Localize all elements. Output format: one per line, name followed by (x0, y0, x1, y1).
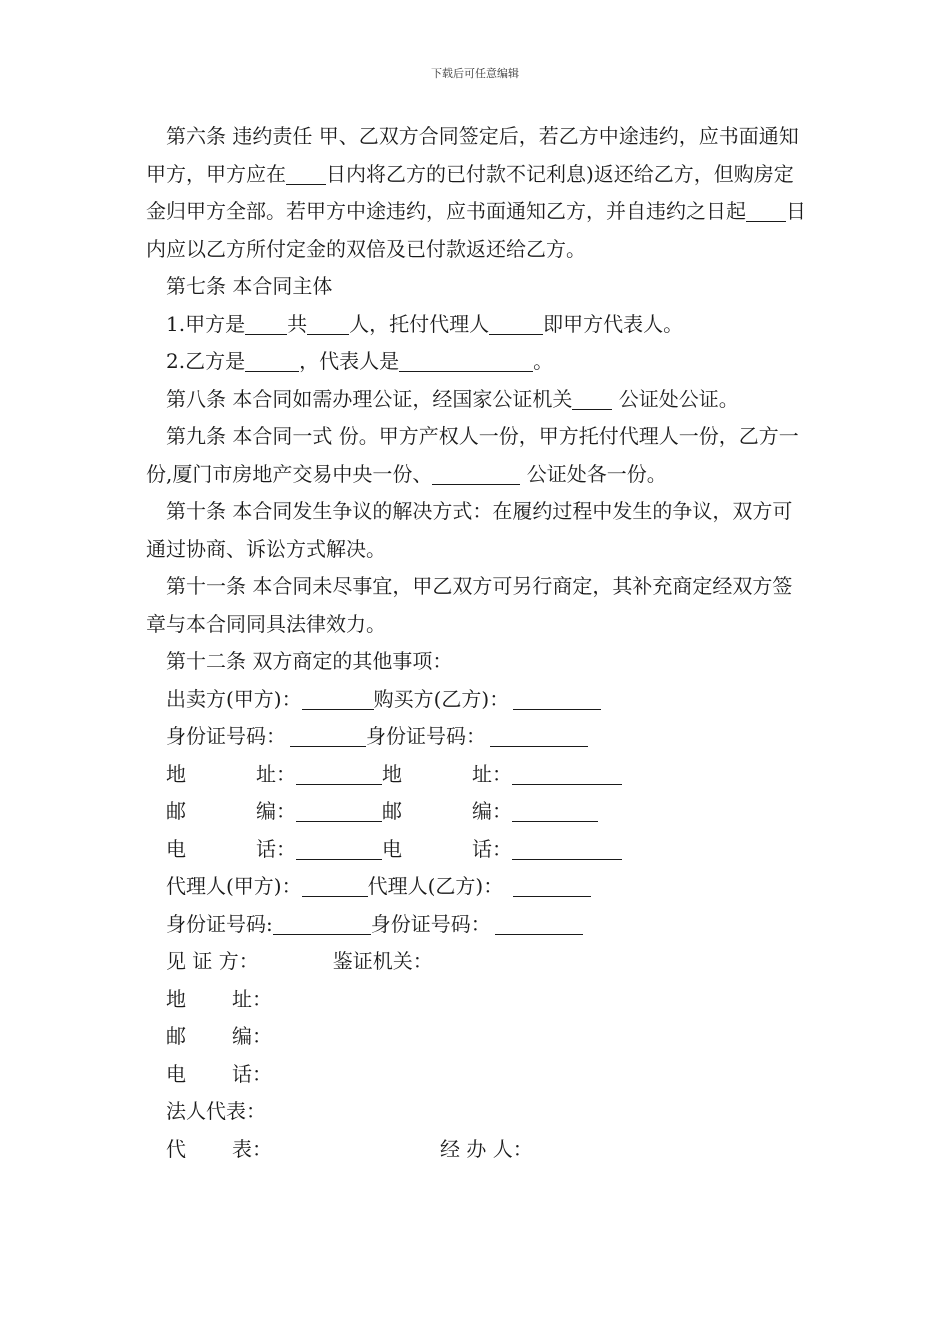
label: ，代表人是 (299, 349, 400, 373)
label: 话： (256, 836, 296, 861)
label: 公证处各一份。 (520, 461, 667, 486)
id-label: 身份证号码： (366, 724, 486, 748)
label: 公证处公证。 (612, 386, 739, 411)
blank-field[interactable] (307, 313, 349, 335)
witness-label: 见 证 方： (166, 949, 259, 973)
label: 第八条 本合同如需办理公证，经国家公证机关 (166, 386, 573, 411)
blank-field[interactable] (513, 688, 601, 710)
blank-field[interactable] (490, 725, 588, 747)
label: 代 (166, 1136, 186, 1161)
sign-row-party (146, 681, 810, 719)
authority-label: 鉴证机关： (332, 949, 433, 973)
blank-field[interactable] (489, 313, 543, 335)
label: 电 (166, 836, 186, 861)
article-10: 第十条 本合同发生争议的解决方式：在履约过程中发生的争议，双方可通过协商、诉讼方式解决。 (146, 499, 793, 561)
label: 电 (382, 836, 402, 861)
label: 址： (256, 761, 296, 786)
label: 人，托付代理人 (349, 311, 490, 336)
blank-field[interactable] (495, 913, 583, 935)
sign-row-id-2 (146, 906, 810, 944)
label: 共 (287, 311, 308, 336)
label: 电 (166, 1061, 186, 1086)
article-6-text-2: 日内将乙方的已付款不记利息)返还给乙方，但购房定金归甲方全部。若甲方中途违约，应书面通知乙方，并自违约之日起 (146, 161, 794, 223)
label: 表： (232, 1136, 272, 1161)
blank-field[interactable] (572, 388, 612, 410)
article-8 (146, 381, 810, 419)
label: 即甲方代表人。 (543, 311, 684, 336)
blank-field[interactable] (512, 838, 622, 860)
label: 邮 (382, 799, 402, 823)
label: 邮 (166, 1024, 186, 1048)
witness-zip (146, 1018, 810, 1056)
page-header: 下载后可任意编辑 (431, 67, 519, 80)
contract-body (146, 118, 810, 1168)
id-label: 身份证号码： (166, 724, 286, 748)
agent-label: 代理人(乙方)： (367, 874, 504, 898)
article-7-title: 第七条 本合同主体 (166, 274, 333, 298)
label: 话： (472, 836, 512, 861)
article-9 (146, 418, 810, 493)
sign-row-zip (146, 793, 810, 831)
article-11: 第十一条 本合同未尽事宜，甲乙双方可另行商定，其补充商定经双方签章与本合同同具法律效力。 (146, 574, 793, 636)
label: 邮 (166, 799, 186, 823)
witness-phone (146, 1056, 810, 1094)
sign-row-phone (146, 831, 810, 869)
label: 2.乙方是 (166, 349, 246, 373)
label: 址： (232, 986, 272, 1011)
blank-field[interactable] (302, 875, 368, 897)
seller-label: 出卖方(甲方)： (166, 686, 302, 711)
blank-field[interactable] (399, 350, 533, 372)
blank-field[interactable] (512, 763, 622, 785)
blank-field[interactable] (245, 350, 299, 372)
blank-field[interactable] (302, 688, 374, 710)
label: 编： (232, 1024, 272, 1048)
blank-field[interactable] (512, 800, 598, 822)
buyer-label: 购买方(乙方)： (373, 686, 510, 711)
article-6 (146, 118, 810, 268)
witness-legal-rep: 法人代表： (166, 1099, 266, 1123)
blank-field[interactable] (296, 763, 382, 785)
sign-row-agent (146, 868, 810, 906)
label: 第九条 本合同一式 份。甲方产权人一份，甲方托付代理人一份，乙方一份,厦门市房地产交易中央一份、 (146, 424, 799, 486)
witness-address (146, 981, 810, 1019)
label: 。 (533, 349, 554, 373)
label: 地 (382, 761, 402, 786)
sign-row-id (146, 718, 810, 756)
blank-field[interactable] (513, 875, 591, 897)
label: 编： (472, 799, 512, 823)
article-7-line-1 (146, 306, 810, 344)
label: 1.甲方是 (166, 311, 246, 336)
article-7-line-2 (146, 343, 810, 381)
witness-row (146, 943, 810, 981)
id-label: 身份证号码: (166, 911, 273, 936)
label: 编： (256, 799, 296, 823)
blank-field[interactable] (746, 200, 786, 222)
blank-field[interactable] (432, 463, 520, 485)
label: 址： (472, 761, 512, 786)
blank-field[interactable] (273, 913, 371, 935)
handler-label: 经 办 人： (440, 1136, 533, 1161)
agent-label: 代理人(甲方)： (166, 874, 302, 898)
label: 地 (166, 761, 186, 786)
blank-field[interactable] (296, 800, 382, 822)
blank-field[interactable] (245, 313, 287, 335)
blank-field[interactable] (286, 163, 326, 185)
article-6-text-3: 日内应以乙方所付定金的双倍及已付款返还给乙方。 (146, 199, 806, 261)
article-6-text-1: 第六条 违约责任 甲、乙双方合同签定后，若乙方中途违约，应书面通知甲方，甲方应在 (146, 124, 799, 186)
blank-field[interactable] (296, 838, 382, 860)
label: 地 (166, 986, 186, 1011)
id-label: 身份证号码： (370, 911, 491, 936)
article-12-title: 第十二条 双方商定的其他事项： (166, 649, 453, 673)
blank-field[interactable] (290, 725, 366, 747)
label: 话： (232, 1061, 272, 1086)
witness-rep-row (146, 1131, 810, 1169)
sign-row-address (146, 756, 810, 794)
